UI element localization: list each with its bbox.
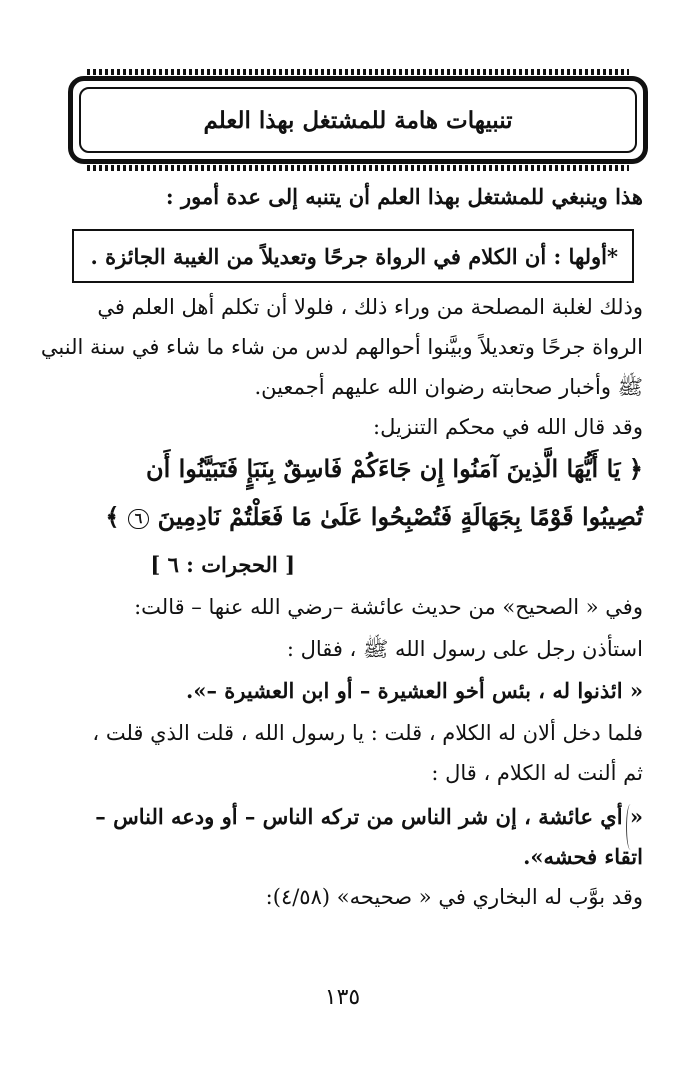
page-number: ١٣٥ [324,985,361,1010]
quran-verse-text: تُصِيبُوا قَوْمًا بِجَهَالَةٍ فَتُصْبِحُوا عَلَىٰ مَا فَعَلْتُمْ نَادِمِينَ [157,502,643,531]
quran-verse-line-1: ﴿ يَا أَيُّهَا الَّذِينَ آمَنُوا إِن جَاءَكُمْ فَاسِقٌ بِنَبَإٍ فَتَبَيَّنُوا أَن [145,454,643,483]
first-point-text: *أولها : أن الكلام في الرواة جرحًا وتعديلاً من الغيبة الجائزة . [90,243,618,269]
quran-verse-line-2 [40,500,643,534]
hadith-quote: « أي عائشة ، إن شر الناس من تركه الناس – أو ودعه الناس – [95,804,643,829]
hadith-quote: « ائذنوا له ، بئس أخو العشيرة – أو ابن العشيرة –». [186,678,643,703]
quran-close-bracket: ﴾ [105,502,120,531]
hadith-quote: اتقاء فحشه». [523,844,643,869]
intro-line: هذا وينبغي للمشتغل بهذا العلم أن يتنبه إلى عدة أمور : [165,184,643,209]
surah-reference: [ الحجرات : ٦ ] [150,552,295,577]
hadith-line: ثم ألنت له الكلام ، قال : [431,761,643,785]
header-frame-inner [79,87,637,153]
hadith-line: فلما دخل ألان له الكلام ، قلت : يا رسول الله ، قلت الذي قلت ، [92,721,643,745]
first-point-box [72,229,634,283]
quran-intro: وقد قال الله في محكم التنزيل: [373,415,643,439]
hadith-intro: وفي « الصحيح» من حديث عائشة –رضي الله عنها – قالت: [134,595,643,619]
paragraph-line: الرواة جرحًا وتعديلاً وبيَّنوا أحوالهم لدس من شاء ما شاء في سنة النبي [40,335,643,359]
paragraph-line: ﷺ وأخبار صحابته رضوان الله عليهم أجمعين. [254,375,643,399]
frame-ornament-top [87,69,629,75]
paragraph-line: وذلك لغلبة المصلحة من وراء ذلك ، فلولا أن تكلم أهل العلم في [97,295,643,319]
frame-ornament-bottom [87,165,629,171]
bukhari-reference: وقد بوَّب له البخاري في « صحيحه» (٤/٥٨): [265,885,643,909]
hadith-line: استأذن رجل على رسول الله ﷺ ، فقال : [286,637,643,661]
chapter-title: تنبيهات هامة للمشتغل بهذا العلم [203,106,513,134]
ayah-number-badge: ٦ [128,509,150,529]
header-frame [68,76,648,164]
